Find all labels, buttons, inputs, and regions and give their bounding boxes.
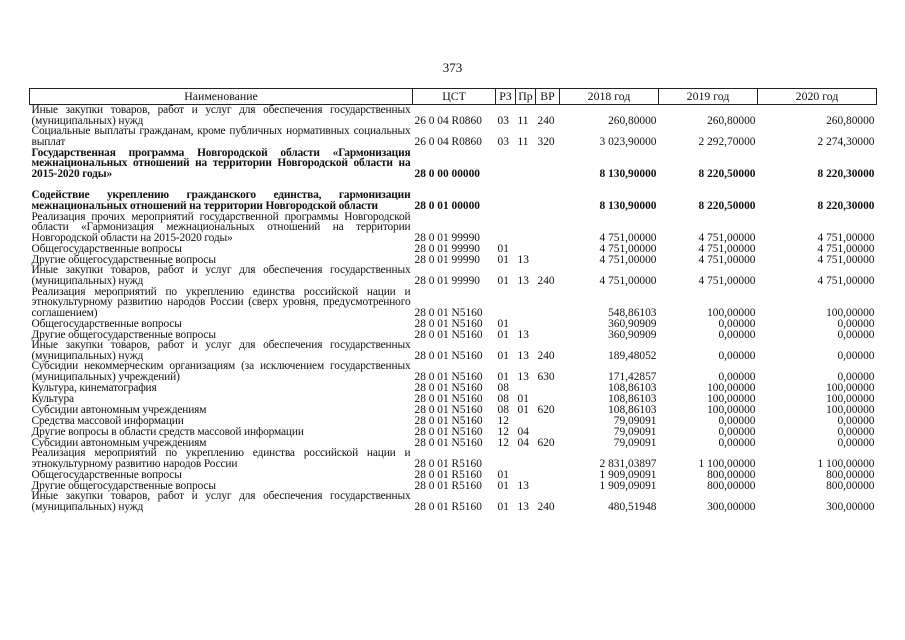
row-rz <box>496 211 516 243</box>
row-2019: 100,00000 <box>707 392 756 405</box>
row-2018: 1 909,09091 <box>599 468 657 481</box>
row-2019: 0,00000 <box>718 414 756 427</box>
row-vr: 320 <box>537 135 555 148</box>
row-pr: 13 <box>517 253 529 266</box>
row-2020: 4 751,00000 <box>817 274 875 287</box>
row-cst: 28 0 01 99990 <box>414 231 480 244</box>
row-name: Иные закупки товаров, работ и услуг для обеспечения государственных (муниципальных) нужд <box>31 264 411 287</box>
row-vr: 620 <box>537 436 555 449</box>
row-rz <box>496 179 516 211</box>
row-rz: 01 <box>497 370 509 383</box>
row-name: Другие общегосударственные вопросы <box>31 479 216 492</box>
row-vr <box>536 393 560 404</box>
row-2020: 0,00000 <box>837 425 875 438</box>
row-2018: 108,86103 <box>608 381 657 394</box>
row-vr <box>536 415 560 426</box>
page-number: 373 <box>442 60 463 75</box>
row-2020: 0,00000 <box>837 414 875 427</box>
row-name: Иные закупки товаров, работ и услуг для обеспечения государственных (муниципальных) нужд <box>31 104 411 127</box>
row-cst: 26 0 04 R0860 <box>414 135 482 148</box>
row-name: Субсидии автономным учреждениям <box>31 436 207 449</box>
row-rz <box>496 147 516 179</box>
table-body <box>30 105 877 513</box>
row-2020: 0,00000 <box>837 317 875 330</box>
row-cst: 28 0 01 N5160 <box>414 392 483 405</box>
row-vr <box>536 329 560 340</box>
row-2019: 0,00000 <box>718 370 756 383</box>
row-2019: 0,00000 <box>718 317 756 330</box>
row-rz: 01 <box>497 328 509 341</box>
row-name: Другие вопросы в области средств массовой информации <box>31 425 304 438</box>
row-2020: 4 751,00000 <box>817 231 875 244</box>
row-pr <box>516 318 536 329</box>
row-name: Общегосударственные вопросы <box>31 468 182 481</box>
row-name: Другие общегосударственные вопросы <box>31 253 216 266</box>
row-2019: 0,00000 <box>718 425 756 438</box>
row-cst: 28 0 01 N5160 <box>414 370 483 383</box>
row-name: Общегосударственные вопросы <box>31 242 182 255</box>
row-name: Средства массовой информации <box>31 414 184 427</box>
row-2020: 1 100,00000 <box>817 457 875 470</box>
row-2018: 8 130,90000 <box>599 167 657 180</box>
row-2018: 189,48052 <box>608 349 657 362</box>
row-vr: 240 <box>537 274 555 287</box>
row-2018: 79,09091 <box>613 414 657 427</box>
table-row <box>30 448 877 469</box>
table-row <box>30 491 877 512</box>
row-vr: 240 <box>537 500 555 513</box>
row-vr <box>536 147 560 179</box>
row-cst: 28 0 01 N5160 <box>414 328 483 341</box>
row-rz: 01 <box>497 274 509 287</box>
table-row <box>30 426 877 437</box>
row-2019: 800,00000 <box>707 479 756 492</box>
row-2019: 4 751,00000 <box>698 231 756 244</box>
row-vr <box>536 480 560 491</box>
row-rz: 01 <box>497 253 509 266</box>
row-rz: 12 <box>497 436 509 449</box>
row-rz: 01 <box>497 349 509 362</box>
row-2018: 260,80000 <box>608 114 657 127</box>
row-name: Субсидии автономным учреждениям <box>31 403 207 416</box>
row-2018: 4 751,00000 <box>599 274 657 287</box>
row-name: Другие общегосударственные вопросы <box>31 328 216 341</box>
row-2018: 4 751,00000 <box>599 231 657 244</box>
row-rz: 01 <box>497 317 509 330</box>
table-row <box>30 382 877 393</box>
row-2020: 8 220,30000 <box>817 199 875 212</box>
table-row <box>30 265 877 286</box>
row-2019: 0,00000 <box>718 436 756 449</box>
header-name: Наименование <box>30 89 413 105</box>
row-2018: 108,86103 <box>608 403 657 416</box>
row-2020: 100,00000 <box>826 306 875 319</box>
row-vr <box>536 382 560 393</box>
row-2019: 100,00000 <box>707 381 756 394</box>
row-cst: 28 0 01 00000 <box>414 199 480 212</box>
table-row <box>30 126 877 147</box>
row-rz <box>496 286 516 318</box>
header-rz: РЗ <box>496 89 516 105</box>
row-cst: 28 0 00 00000 <box>414 167 480 180</box>
row-2018: 108,86103 <box>608 392 657 405</box>
row-2019: 2 292,70000 <box>698 135 756 148</box>
table-row <box>30 318 877 329</box>
table-row <box>30 286 877 318</box>
row-name: Социальные выплаты гражданам, кроме публичных нормативных социальных выплат <box>31 125 411 148</box>
table-row <box>30 340 877 361</box>
row-2019: 8 220,50000 <box>698 167 756 180</box>
row-2020: 300,00000 <box>826 500 875 513</box>
row-vr <box>536 243 560 254</box>
row-name: Реализация прочих мероприятий государственной программы Новгородской области «Гармонизация межнациональных отношений на территории Новгородской области на 2015-2020 годы» <box>31 210 411 244</box>
row-pr: 13 <box>517 479 529 492</box>
row-rz: 03 <box>497 135 509 148</box>
row-vr <box>536 286 560 318</box>
row-vr <box>536 426 560 437</box>
row-rz: 01 <box>497 242 509 255</box>
row-2020: 4 751,00000 <box>817 253 875 266</box>
row-2018: 4 751,00000 <box>599 253 657 266</box>
table-row <box>30 415 877 426</box>
row-2019: 0,00000 <box>718 328 756 341</box>
row-vr: 240 <box>537 349 555 362</box>
table-row <box>30 147 877 179</box>
table-row <box>30 393 877 404</box>
row-rz: 01 <box>497 468 509 481</box>
row-pr: 01 <box>517 392 529 405</box>
row-2019: 8 220,50000 <box>698 199 756 212</box>
row-name: Иные закупки товаров, работ и услуг для обеспечения государственных (муниципальных) нужд <box>31 490 411 513</box>
row-rz: 08 <box>497 381 509 394</box>
row-name: Общегосударственные вопросы <box>31 317 182 330</box>
row-cst: 28 0 01 R5160 <box>414 479 482 492</box>
row-2019: 800,00000 <box>707 468 756 481</box>
row-rz <box>496 448 516 469</box>
row-2019: 100,00000 <box>707 403 756 416</box>
row-pr <box>516 147 536 179</box>
row-2020: 800,00000 <box>826 479 875 492</box>
row-2018: 2 831,03897 <box>599 457 657 470</box>
row-2020: 0,00000 <box>837 328 875 341</box>
row-name: Реализация мероприятий по укреплению единства российской нации и этнокультурному развитию народов России <box>31 447 411 470</box>
header-2018: 2018 год <box>560 89 659 105</box>
row-2020: 800,00000 <box>826 468 875 481</box>
table-row <box>30 404 877 415</box>
row-cst: 28 0 01 99990 <box>414 242 480 255</box>
row-2019: 4 751,00000 <box>698 253 756 266</box>
row-2018: 1 909,09091 <box>599 479 657 492</box>
header-pr: Пр <box>516 89 536 105</box>
row-vr <box>536 179 560 211</box>
table-row <box>30 105 877 127</box>
row-2018: 548,86103 <box>608 306 657 319</box>
table-row <box>30 469 877 480</box>
row-pr <box>516 286 536 318</box>
row-name: Реализация мероприятий по укреплению единства российской нации и этнокультурному развитию народов России (сверх уровня, предусмотренного соглашением) <box>31 285 411 319</box>
row-2019: 1 100,00000 <box>698 457 756 470</box>
row-vr <box>536 318 560 329</box>
row-cst: 28 0 01 N5160 <box>414 317 483 330</box>
row-cst: 28 0 01 99990 <box>414 253 480 266</box>
row-pr <box>516 469 536 480</box>
row-pr <box>516 179 536 211</box>
row-2018: 8 130,90000 <box>599 199 657 212</box>
row-rz: 08 <box>497 403 509 416</box>
row-2018: 79,09091 <box>613 436 657 449</box>
row-pr <box>516 448 536 469</box>
row-pr <box>516 415 536 426</box>
table-header-row <box>30 89 877 105</box>
row-pr: 13 <box>517 370 529 383</box>
row-cst: 28 0 01 N5160 <box>414 306 483 319</box>
table-row <box>30 211 877 243</box>
row-pr: 11 <box>517 135 529 148</box>
row-pr: 01 <box>517 403 529 416</box>
row-name: Иные закупки товаров, работ и услуг для обеспечения государственных (муниципальных) нужд <box>31 339 411 362</box>
row-pr: 13 <box>517 349 529 362</box>
row-2018: 360,90909 <box>608 328 657 341</box>
budget-table <box>29 88 877 512</box>
row-vr <box>536 254 560 265</box>
row-vr <box>536 211 560 243</box>
row-pr: 13 <box>517 274 529 287</box>
table-row <box>30 243 877 254</box>
row-2020: 0,00000 <box>837 349 875 362</box>
row-2018: 360,90909 <box>608 317 657 330</box>
header-2020: 2020 год <box>758 89 877 105</box>
row-pr: 13 <box>517 500 529 513</box>
header-vr: ВР <box>536 89 560 105</box>
row-2018: 4 751,00000 <box>599 242 657 255</box>
row-2020: 2 274,30000 <box>817 135 875 148</box>
row-cst: 28 0 01 N5160 <box>414 425 483 438</box>
row-rz: 12 <box>497 425 509 438</box>
row-pr: 04 <box>517 425 529 438</box>
row-2018: 79,09091 <box>613 425 657 438</box>
row-cst: 28 0 01 R5160 <box>414 457 482 470</box>
row-pr <box>516 211 536 243</box>
row-vr: 620 <box>537 403 555 416</box>
row-2020: 8 220,30000 <box>817 167 875 180</box>
row-rz: 01 <box>497 479 509 492</box>
row-pr <box>516 243 536 254</box>
row-cst: 28 0 01 N5160 <box>414 349 483 362</box>
row-2020: 4 751,00000 <box>817 242 875 255</box>
header-2019: 2019 год <box>659 89 758 105</box>
row-2020: 0,00000 <box>837 370 875 383</box>
header-cst: ЦСТ <box>413 89 496 105</box>
row-cst: 28 0 01 R5160 <box>414 468 482 481</box>
row-2018: 171,42857 <box>608 370 657 383</box>
row-2019: 300,00000 <box>707 500 756 513</box>
row-2019: 260,80000 <box>707 114 756 127</box>
row-pr: 11 <box>517 114 529 127</box>
row-name: Субсидии некоммерческим организациям (за исключением государственных (муниципальных) учреждений) <box>31 360 411 383</box>
row-2019: 4 751,00000 <box>698 274 756 287</box>
row-cst: 28 0 01 N5160 <box>414 414 483 427</box>
row-pr: 13 <box>517 328 529 341</box>
row-vr: 240 <box>537 114 555 127</box>
row-name: Государственная программа Новгородской области «Гармонизация межнациональных отношений на территории Новгородской области на 2015-2020 годы» <box>31 146 411 180</box>
row-2019: 100,00000 <box>707 306 756 319</box>
row-rz: 08 <box>497 392 509 405</box>
row-2019: 4 751,00000 <box>698 242 756 255</box>
row-vr <box>536 448 560 469</box>
row-2019: 0,00000 <box>718 349 756 362</box>
row-2020: 100,00000 <box>826 403 875 416</box>
row-name: Содействие укреплению гражданского единства, гармонизации межнациональных отношений на территории Новгородской области <box>31 189 411 212</box>
row-2018: 3 023,90000 <box>599 135 657 148</box>
row-cst: 28 0 01 N5160 <box>414 436 483 449</box>
row-rz: 01 <box>497 500 509 513</box>
row-rz: 03 <box>497 114 509 127</box>
row-cst: 28 0 01 N5160 <box>414 403 483 416</box>
row-vr: 630 <box>537 370 555 383</box>
table-row <box>30 179 877 211</box>
row-cst: 26 0 04 R0860 <box>414 114 482 127</box>
row-rz: 12 <box>497 414 509 427</box>
row-2020: 100,00000 <box>826 381 875 394</box>
row-cst: 28 0 01 R5160 <box>414 500 482 513</box>
row-cst: 28 0 01 99990 <box>414 274 480 287</box>
row-2020: 100,00000 <box>826 392 875 405</box>
row-pr <box>516 382 536 393</box>
row-2018: 480,51948 <box>608 500 657 513</box>
row-vr <box>536 469 560 480</box>
row-2020: 260,80000 <box>826 114 875 127</box>
row-2020: 0,00000 <box>837 436 875 449</box>
row-cst: 28 0 01 N5160 <box>414 381 483 394</box>
row-name: Культура <box>31 392 74 405</box>
table-row <box>30 361 877 382</box>
row-pr: 04 <box>517 436 529 449</box>
row-name: Культура, кинематография <box>31 381 157 394</box>
